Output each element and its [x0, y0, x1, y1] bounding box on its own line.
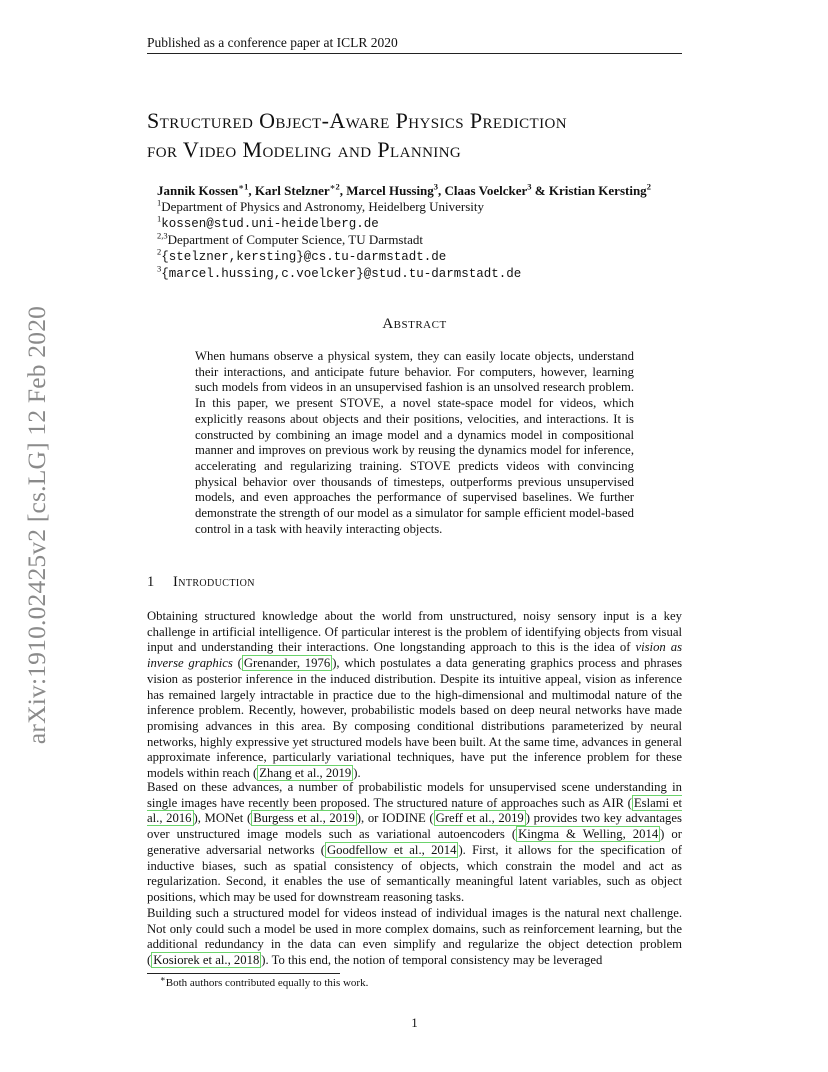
email-1-text[interactable]: kossen@stud.uni-heidelberg.de — [161, 217, 379, 231]
p2-text-2: ), MONet ( — [193, 811, 252, 826]
email-2-text[interactable]: {stelzner,kersting}@cs.tu-darmstadt.de — [161, 250, 447, 264]
affiliation-2 — [157, 232, 697, 248]
p1-text-3: ), which postulates a data generating graphics process and phrases vision as posterior inference in the induced distribution. Despite its intuitive appeal, vision as inference has remained largely intractable in practice due to the high-dimensional and multimodal nature of the inference problem. Recently, however, probabilistic models based on deep neural networks have made promising advances in this area. By composing conditional distributions parameterized by neural networks, highly expressive yet structured models have been built. At the same time, advances in general approximate inference, particularly variational techniques, have put the inference problem for these models within reach ( — [147, 656, 683, 781]
email-3-mark: 3 — [157, 263, 162, 274]
affiliation-1 — [157, 199, 697, 215]
affiliation-2-text: Department of Computer Science, TU Darmstadt — [167, 232, 423, 247]
p2-text-5: ) or generative adversarial networks ( — [147, 827, 683, 857]
title-line-2: for Video Modeling and Planning — [147, 137, 462, 162]
citation-link[interactable]: Kingma & Welling, 2014 — [518, 827, 659, 842]
citation-link[interactable]: Greff et al., 2019 — [435, 811, 524, 826]
p2-text-3: ), or IODINE ( — [356, 811, 434, 826]
author-kersting: & Kristian Kersting — [531, 183, 647, 198]
author-kersting-mark: 2 — [646, 181, 651, 192]
abstract-heading: Abstract — [382, 316, 447, 332]
email-1-mark: 1 — [157, 213, 162, 224]
intro-paragraph-1 — [147, 609, 682, 782]
author-kossen-mark: ∗1 — [238, 181, 249, 192]
author-voelcker-mark: 3 — [527, 181, 532, 192]
author-kossen: Jannik Kossen — [157, 183, 239, 198]
arxiv-identifier: arXiv:1910.02425v2 [cs.LG] 12 Feb 2020 — [22, 305, 51, 745]
section-heading-introduction — [147, 574, 682, 591]
intro-paragraph-2 — [147, 780, 682, 906]
affiliation-1-text: Department of Physics and Astronomy, Heidelberg University — [161, 199, 485, 214]
email-2-mark: 2 — [157, 246, 162, 257]
p3-text-2: ). To this end, the notion of temporal consistency may be leveraged — [261, 953, 603, 968]
p2-text-1: Based on these advances, a number of probabilistic models for unsupervised scene understanding in single images have recently been proposed. The structured nature of approaches such as AIR ( — [147, 780, 682, 810]
citation-link[interactable]: Burgess et al., 2019 — [253, 811, 355, 826]
p1-emphasis: vision as inverse graphics — [147, 640, 683, 671]
page-number: 1 — [411, 1015, 418, 1030]
p1-text-1: Obtaining structured knowledge about the world from unstructured, noisy sensory input is a key challenge in artificial intelligence. Of particular interest is the problem of identifying objects from visual input and understanding their interactions. One longstanding approach to this is the idea of — [147, 609, 682, 655]
email-3-text[interactable]: {marcel.hussing,c.voelcker}@stud.tu-darmstadt.de — [161, 267, 522, 281]
abstract-body: When humans observe a physical system, they can easily locate objects, understand their interactions, and anticipate future behavior. For computers, however, learning such models from videos in an unsupervised fashion is an unsolved research problem. In this paper, we present STOVE, a novel state-space model for videos, which explicitly reasons about objects and their positions, velocities, and interactions. It is constructed by combining an image model and a dynamics model in compositional manner and improves on previous work by reusing the dynamics model for inference, accelerating and regularizing training. STOVE predicts videos with convincing physical behavior over thousands of timesteps, outperforms previous unsupervised models, and even approaches the performance of supervised baselines. We further demonstrate the strength of our model as a simulator for sample efficient model-based control in a task with heavily interacting objects. — [195, 349, 634, 536]
affiliation-1-mark: 1 — [157, 197, 162, 208]
email-1 — [157, 215, 697, 232]
p3-text-1: Building such a structured model for videos instead of individual images is the natural next challenge. Not only could such a model be used in more complex domains, such as reinforcement learning, but the additional redundancy in the data can even simplify and regularize the object detection problem ( — [147, 906, 682, 968]
author-voelcker: , Claas Voelcker — [438, 183, 528, 198]
paper-title — [147, 106, 707, 164]
arxiv-sidebar — [20, 290, 54, 760]
author-hussing: , Marcel Hussing — [339, 183, 434, 198]
email-2 — [157, 248, 697, 265]
p1-text-4: ). — [353, 766, 361, 781]
p2-text-6: ). First, it allows for the specification of inductive biases, such as spatial consistency of objects, which constrain the model and act as regularization. Second, it enables the use of semantically meaningful latent variables, such as object positions, which may be used for downstream reasoning tasks. — [147, 842, 682, 904]
author-names — [157, 183, 697, 199]
p1-text-2: ( — [232, 656, 242, 671]
author-stelzner-mark: ∗2 — [329, 181, 340, 192]
section-title: Introduction — [173, 574, 255, 590]
author-hussing-mark: 3 — [433, 181, 439, 192]
citation-link[interactable]: Eslami et al., 2016 — [147, 795, 682, 826]
citation-link[interactable]: Goodfellow et al., 2014 — [327, 842, 457, 857]
email-3 — [157, 265, 697, 282]
footnote — [160, 973, 660, 990]
citation-link[interactable]: Grenander, 1976 — [243, 656, 331, 671]
intro-paragraph-3 — [147, 906, 682, 969]
footnote-mark: ∗ — [160, 973, 166, 984]
affiliation-2-mark: 2,3 — [157, 230, 168, 241]
citation-link[interactable]: Zhang et al., 2019 — [259, 766, 352, 781]
title-line-1: Structured Object-Aware Physics Prediction — [147, 108, 567, 133]
author-block — [157, 183, 697, 282]
section-number: 1 — [147, 574, 155, 590]
p2-text-4: ) provides two key advantages over unstructured image models such as variational autoencoders ( — [147, 811, 682, 842]
author-stelzner: , Karl Stelzner — [248, 183, 330, 198]
citation-link[interactable]: Kosiorek et al., 2018 — [153, 953, 260, 968]
running-header: Published as a conference paper at ICLR 2020 — [147, 35, 398, 50]
footnote-rule — [147, 973, 340, 974]
header-rule — [147, 53, 682, 54]
footnote-text: Both authors contributed equally to this work. — [165, 977, 369, 989]
